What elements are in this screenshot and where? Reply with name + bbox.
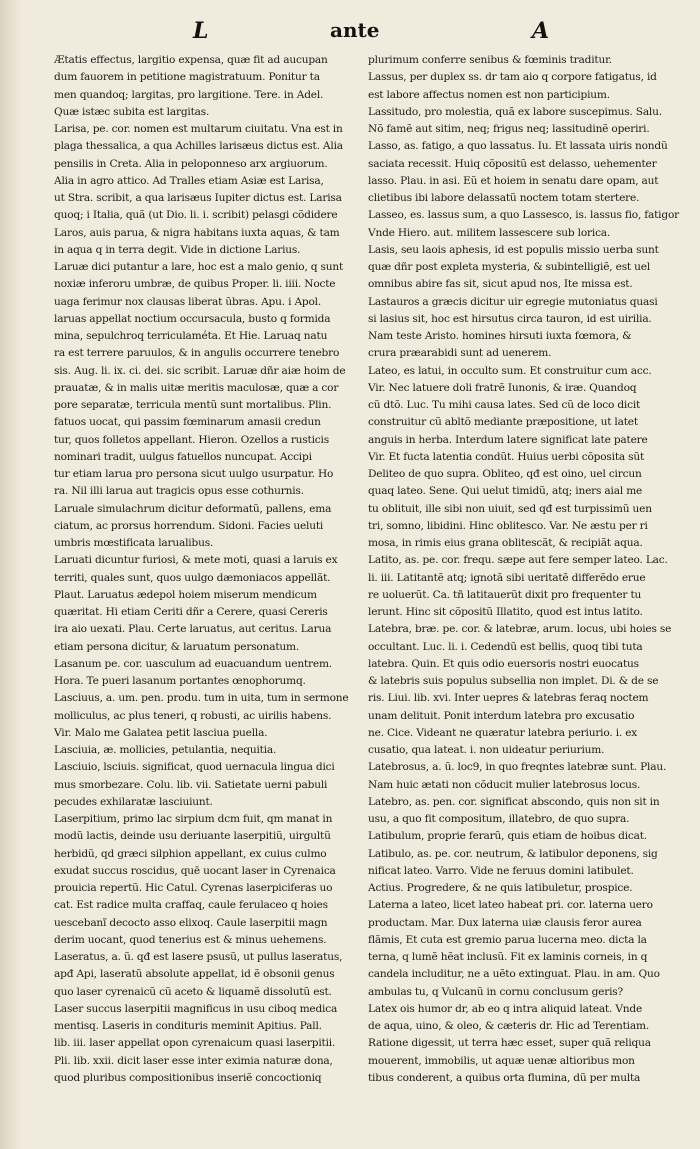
text-line: Latebra, bræ. pe. cor. & latebræ, arum. locus, ubi hoies se (368, 623, 672, 636)
text-line: clietibus ibi labore delassatũ noctem totam stertere. (368, 192, 640, 204)
text-line: Lasis, seu laois aphesis, id est populis missio uerba sunt (368, 243, 659, 256)
text-line: sis. Aug. li. ix. ci. dei. sic scribit. Laruæ dñr aiæ hoim de (54, 364, 346, 377)
text-line: derim uocant, quod tenerius est & minus uehemens. (54, 933, 327, 946)
text-line: latebra. Quin. Et quis odio euersoris nostri euocatus (368, 657, 639, 670)
text-line: saciata recessit. Huiq cõpositũ est delasso, uehementer (368, 157, 657, 170)
text-line: mosa, in rimis eius grana oblitescãt, & recipiãt aqua. (368, 537, 643, 549)
text-line: Vnde Hiero. aut. militem lassescere sub lorica. (368, 226, 611, 239)
text-line: etiam persona dicitur, & laruatum personatum. (54, 640, 300, 653)
text-line: ciatum, ac prorsus horrendum. Sidoni. Facies ueluti (54, 519, 324, 532)
text-line: terna, q lumẽ hẽat inclusũ. Fit ex laminis corneis, in q (368, 951, 648, 963)
text-line: & latebris suis populus subsellia non implet. Di. & de se (368, 675, 659, 687)
text-line: Vir. Et fucta latentia condũt. Huius uerbi cõposita sũt (368, 450, 645, 463)
text-line: Hora. Te pueri lasanum portantes œnophorumq. (54, 675, 306, 687)
text-line: est labore affectus nomen est non participium. (368, 88, 610, 101)
text-line: Lasciuus, a. um. pen. produ. tum in uita, tum in sermone (54, 692, 349, 705)
text-line: cũ dtõ. Luc. Tu mihi causa lates. Sed cũ de loco dicit (368, 399, 641, 411)
text-line: crura præarabidi sunt ad uenerem. (368, 347, 552, 360)
text-line: prouicia repertũ. Hic Catul. Cyrenas laserpiciferas uo (54, 882, 333, 894)
text-line: apđ Api, laseratũ absolute appellat, id ẽ obsonii genus (54, 968, 335, 981)
text-line: Latibulum, proprie ferarũ, quis etiam de hoibus dicat. (368, 830, 647, 843)
header-left-letter: L (193, 18, 209, 44)
text-line: Ætatis effectus, largitio expensa, quæ fit ad aucupan (54, 54, 328, 66)
left-column (54, 52, 367, 1102)
text-line: exudat succus roscidus, quē uocant laser in Cyrenaica (54, 864, 336, 877)
text-line: anguis in herba. Interdum latere significat late patere (368, 433, 648, 446)
text-line: Vir. Nec latuere doli fratrẽ Iunonis, & iræ. Quandoq (368, 381, 637, 394)
text-line: uescebanĩ decocto asso elixoq. Caule laserpitii magn (54, 916, 328, 929)
text-line: Quæ istæc subita est largitas. (54, 105, 210, 118)
text-line: ira aio uexati. Plau. Certe laruatus, aut ceritus. Larua (54, 623, 332, 636)
text-line: in aqua q in terra degit. Vide in dictione Larius. (54, 243, 301, 256)
text-line: pensilis in Creta. Alia in peloponneso arx argiuorum. (54, 157, 328, 170)
header-right-letter: A (532, 18, 550, 44)
text-line: Latibulo, as. pe. cor. neutrum, & latibulor deponens, sig (368, 847, 658, 860)
text-line: si lasius sit, hoc est hirsutus circa tauron, id est uirilia. (368, 312, 652, 325)
text-line: modũ lactis, deinde usu deriuante laserpitiũ, uirgultũ (54, 830, 331, 843)
text-line: Laruæ dici putantur a lare, hoc est a malo genio, q sunt (54, 261, 344, 273)
text-line: Nõ famẽ aut sitim, neq; frigus neq; lassitudinẽ operiri. (368, 123, 650, 135)
text-line: Latito, as. pe. cor. frequ. sæpe aut fere semper lateo. Lac. (368, 554, 668, 567)
text-line: Laruale simulachrum dicitur deformatũ, pallens, ema (54, 502, 332, 515)
text-line: ris. Liui. lib. xvi. Inter uepres & latebras feraq noctem (368, 692, 649, 705)
text-line: quaq lateo. Sene. Qui uelut timidũ, atq; iners aial me (368, 485, 643, 498)
text-line: mus smorbezare. Colu. lib. vii. Satietate uerni pabuli (54, 778, 328, 791)
text-line: flãmis, Et cuta est gremio parua lucerna meo. dicta la (368, 933, 647, 946)
text-line: noxiæ inferoru umbræ, de quibus Proper. li. iiii. Nocte (54, 278, 336, 291)
text-line: molliculus, ac plus teneri, q robusti, ac uirilis habens. (54, 709, 332, 722)
text-line: omnibus abire fas sit, sicut apud nos, Ite missa est. (368, 278, 633, 291)
text-line: Lassitudo, pro molestia, quã ex labore suscepimus. Salu. (368, 105, 662, 118)
text-line: Lassus, per duplex ss. dr tam aio q corpore fatigatus, id (368, 71, 657, 84)
text-line: tu oblituit, ille sibi non uiuit, sed qđ est turpissimũ uen (368, 502, 652, 515)
text-line: mina, sepulchroq terriculaméta. Et Hie. Laruaq natu (54, 330, 328, 342)
text-line: lasso. Plau. in asi. Eũ et hoiem in senatu dare opam, aut (368, 174, 659, 187)
text-line: Laserpitium, primo lac sirpium dcm fuit, qm manat in (54, 813, 333, 825)
header-center-word: ante (330, 18, 380, 42)
text-line: Alia in agro attico. Ad Tralles etiam Asiæ est Larisa, (54, 174, 324, 187)
text-line: nificat lateo. Varro. Vide ne feruus domini latibulet. (368, 864, 634, 877)
text-line: Lasciuio, lsciuis. significat, quod uernacula lingua dici (54, 761, 335, 774)
text-line: Lasso, as. fatigo, a quo lassatus. Iu. Et lassata uiris nondũ (368, 140, 668, 153)
text-line: pecudes exhilaratæ lasciuiunt. (54, 795, 213, 808)
text-line: Nam huic ætati non cõducit mulier latebrosus locus. (368, 778, 641, 791)
text-line: lerunt. Hinc sit cõpositũ Illatito, quod est intus latito. (368, 606, 643, 618)
text-line: cat. Est radice multa craffaq, caule ferulaceo q hoies (54, 899, 328, 912)
text-line: Nam teste Aristo. homines hirsuti iuxta fœmora, & (368, 330, 632, 342)
text-line: Lasseo, es. lassus sum, a quo Lassesco, is. lassus fio, fatigor (368, 209, 679, 222)
text-line: usu, a quo fit compositum, illatebro, de quo supra. (368, 813, 630, 825)
text-line: quo laser cyrenaicũ cũ aceto & liquamẽ dissolutũ est. (54, 985, 332, 998)
text-line: Laser succus laserpitii magnificus in usu ciboq medica (54, 1002, 338, 1015)
text-line: Laros, auis parua, & nigra habitans iuxta aquas, & tam (54, 226, 340, 239)
text-line: plaga thessalica, a qua Achilles larisæus dictus est. Alia (54, 140, 343, 153)
text-line: unam delituit. Ponit interdum latebra pro excusatio (368, 709, 635, 722)
text-line: occultant. Luc. li. i. Cedendũ est bellis, quoq tibi tuta (368, 640, 643, 653)
text-line: Pli. lib. xxii. dicit laser esse inter eximia naturæ dona, (54, 1054, 333, 1067)
text-line: laruas appellat noctium occursacula, busto q formida (54, 312, 331, 325)
text-line: Laterna a lateo, licet lateo habeat pri. cor. laterna uero (368, 899, 653, 912)
text-line: Ratione digessit, ut terra hæc esset, super quã reliqua (368, 1037, 651, 1050)
text-line: ambulas tu, q Vulcanũ in cornu conclusum geris? (368, 985, 624, 998)
text-line: mentisq. Laseris in condituris meminit Apitius. Pall. (54, 1020, 322, 1032)
text-line: umbris mœstificata larualibus. (54, 537, 214, 549)
running-header (0, 18, 700, 52)
text-line: Lastauros a græcis dicitur uir egregie mutoniatus quasi (368, 295, 658, 308)
text-line: de aqua, uino, & oleo, & cæteris dr. Hic ad Terentiam. (368, 1020, 650, 1032)
text-line: nominari tradit, uulgus fatuellos nuncupat. Accipi (54, 450, 312, 463)
text-line: mouerent, immobilis, ut aquæ uenæ altioribus mon (368, 1054, 635, 1067)
text-line: ne. Cice. Videant ne quæratur latebra periurio. i. ex (368, 726, 638, 739)
text-line: men quandoq; largitas, pro largitione. Tere. in Adel. (54, 88, 324, 101)
text-line: fatuos uocat, qui passim fœminarum amasii credun (54, 416, 321, 429)
text-line: quod pluribus compositionibus inseriẽ concoctioniq (54, 1071, 322, 1084)
text-line: Lasanum pe. cor. uasculum ad euacuandum uentrem. (54, 657, 332, 670)
text-line: Actius. Progredere, & ne quis latibuletur, prospice. (368, 882, 633, 894)
right-column (368, 52, 684, 1102)
text-line: herbidũ, qd græci silphion appellant, ex cuius culmo (54, 847, 327, 860)
text-line: tibus conderent, a quibus orta flumina, dũ per multa (368, 1071, 641, 1084)
text-line: pore separatæ, terricula mentũ sunt mortalibus. Plin. (54, 399, 332, 411)
text-line: tur, quos folletos appellant. Hieron. Ozellos a rusticis (54, 433, 329, 446)
text-line: Laseratus, a. ũ. qđ est lasere psusũ, ut pullus laseratus, (54, 951, 343, 963)
text-line: ut Stra. scribit, a qua larisæus Iupiter dictus est. Larisa (54, 192, 342, 204)
text-line: Larisa, pe. cor. nomen est multarum ciuitatu. Vna est in (54, 123, 343, 135)
text-line: territi, quales sunt, quos uulgo dæmoniacos appellãt. (54, 571, 331, 584)
text-line: cusatio, qua lateat. i. non uideatur periurium. (368, 744, 605, 756)
text-line: quoq; i Italia, quã (ut Dio. li. i. scribit) pelasgi cõdidere (54, 209, 338, 222)
text-line: re uoluerũt. Ca. tñ latitauerũt dixit pro frequenter tu (368, 588, 642, 601)
text-line: Lasciuia, æ. mollicies, petulantia, nequitia. (54, 744, 277, 756)
text-line: uaga ferimur nox clausas liberat ũbras. Apu. i Apol. (54, 295, 322, 308)
text-line: quæ dñr post expleta mysteria, & subintelligiẽ, est uel (368, 261, 651, 273)
text-line: tur etiam larua pro persona sicut uulgo usurpatur. Ho (54, 468, 334, 480)
text-line: Latex ois humor dr, ab eo q intra aliquid lateat. Vnde (368, 1002, 643, 1015)
text-line: quæritat. Hi etiam Ceriti dñr a Cerere, quasi Cereris (54, 606, 328, 618)
text-line: Laruati dicuntur furiosi, & mete moti, quasi a laruis ex (54, 554, 338, 567)
text-line: tri, somno, libidini. Hinc oblitesco. Var. Ne æstu per ri (368, 519, 648, 532)
text-line: Plaut. Laruatus ædepol hoiem miserum mendicum (54, 588, 317, 601)
text-line: dum fauorem in petitione magistratuum. Ponitur ta (54, 71, 320, 84)
text-line: Deliteo de quo supra. Obliteo, qđ est oino, uel circun (368, 468, 642, 480)
text-line: plurimum conferre senibus & fœminis traditur. (368, 54, 612, 66)
text-line: Latebro, as. pen. cor. significat abscondo, quis non sit in (368, 795, 660, 808)
text-line: candela includitur, ne a uẽto extinguat. Plau. in am. Quo (368, 968, 660, 981)
text-line: Lateo, es latui, in occulto sum. Et construitur cum acc. (368, 364, 652, 377)
text-line: Vir. Malo me Galatea petit lasciua puella. (54, 726, 268, 739)
text-line: ra est terrere paruulos, & in angulis occurrere tenebro (54, 347, 340, 360)
text-line: prauatæ, & in malis uitæ meritis maculosæ, quæ a cor (54, 381, 339, 394)
page-fold-shadow (0, 0, 22, 1149)
text-line: li. iii. Latitantẽ atq; ignotã sibi ueritatẽ differẽdo erue (368, 571, 646, 584)
text-line: lib. iii. laser appellat opon cyrenaicum quasi laserpitii. (54, 1037, 336, 1050)
text-line: Latebrosus, a. ũ. loc9, in quo freqntes latebræ sunt. Plau. (368, 761, 667, 774)
text-line: productam. Mar. Dux laterna uiæ clausis feror aurea (368, 916, 642, 929)
text-line: construitur cũ abltõ mediante præpositione, ut latet (368, 416, 638, 429)
text-line: ra. Nil illi larua aut tragicis opus esse cothurnis. (54, 485, 304, 498)
